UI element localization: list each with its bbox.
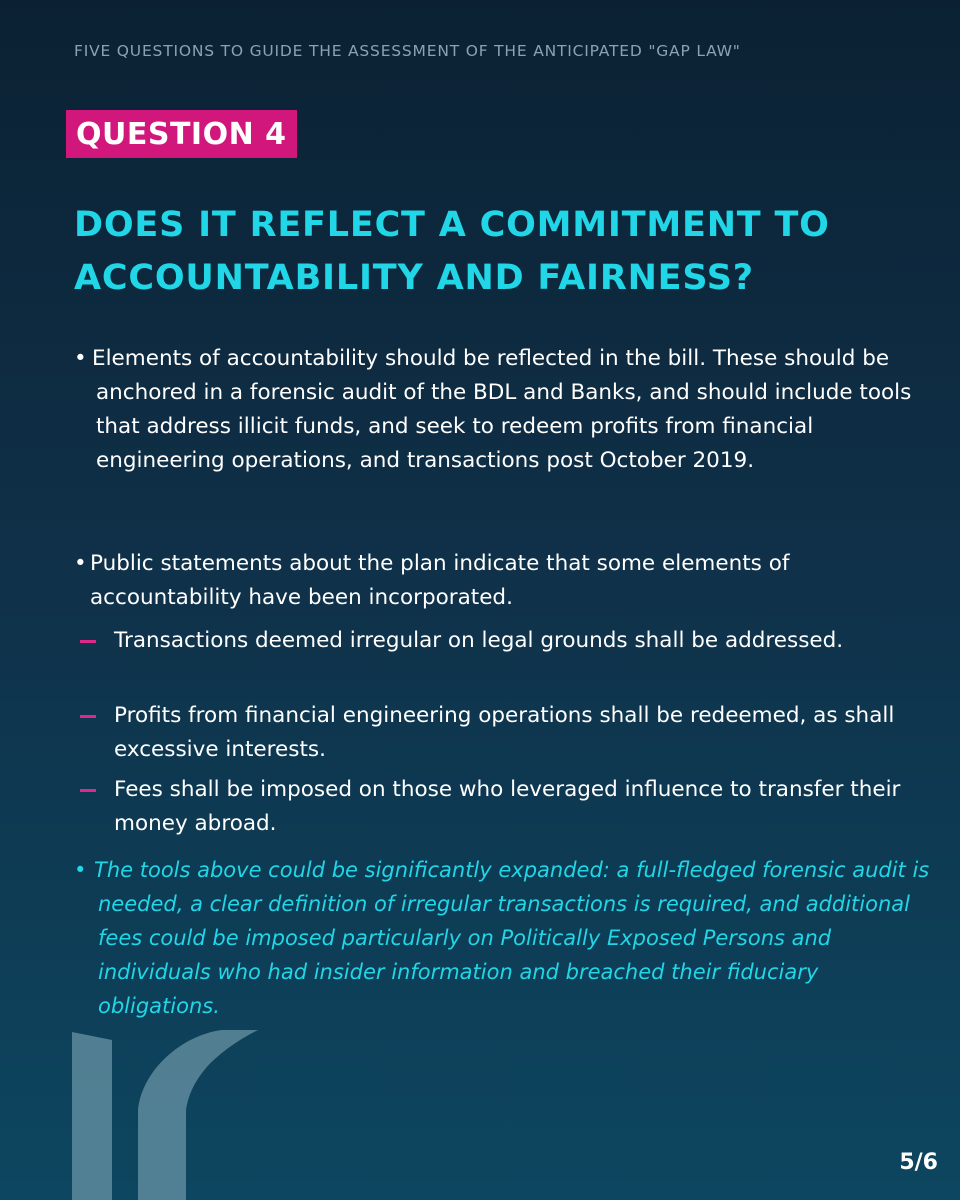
title-line-1: DOES IT REFLECT A COMMITMENT TO — [74, 205, 830, 245]
question-badge: QUESTION 4 — [66, 110, 297, 158]
bullet-conclusion — [74, 853, 934, 1023]
bullet-text: Elements of accountability should be reflected in the bill. These should be anchored in a forensic audit of the BDL and Banks, and should include tools that address illicit funds, and seek to redeem profits from financial engineering operations, and transactions post October 2019. — [92, 346, 912, 473]
sub-item-text: Fees shall be imposed on those who leveraged influence to transfer their money abroad. — [114, 777, 901, 836]
sub-item-fees-imposed — [80, 773, 910, 841]
conclusion-text: The tools above could be significantly expanded: a full-fledged forensic audit is needed, a clear definition of irregular transactions is required, and additional fees could be imposed particularly on Politically Exposed Persons and individuals who had insider information and breached their fiduciary obligations. — [94, 858, 930, 1018]
sub-item-text: Transactions deemed irregular on legal grounds shall be addressed. — [114, 628, 844, 653]
dash-icon — [80, 640, 96, 643]
brand-logo-icon — [72, 1030, 272, 1200]
bullet-marker: • — [74, 551, 87, 576]
bullet-marker: • — [74, 346, 87, 371]
sub-item-text: Profits from financial engineering operations shall be redeemed, as shall excessive interests. — [114, 703, 895, 762]
page-number: 5/6 — [899, 1150, 938, 1175]
bullet-text: Public statements about the plan indicate that some elements of accountability have been incorporated. — [90, 551, 790, 610]
sub-item-irregular-transactions — [80, 624, 910, 658]
bullet-public-statements — [74, 547, 914, 615]
bullet-marker: • — [74, 858, 87, 882]
title-line-2: ACCOUNTABILITY AND FAIRNESS? — [74, 258, 754, 298]
page-title — [74, 199, 914, 305]
dash-icon — [80, 789, 96, 792]
series-header: FIVE QUESTIONS TO GUIDE THE ASSESSMENT OF THE ANTICIPATED "GAP LAW" — [74, 42, 741, 60]
sub-item-profits-redeemed — [80, 699, 910, 767]
dash-icon — [80, 715, 96, 718]
bullet-accountability-elements — [74, 342, 914, 478]
